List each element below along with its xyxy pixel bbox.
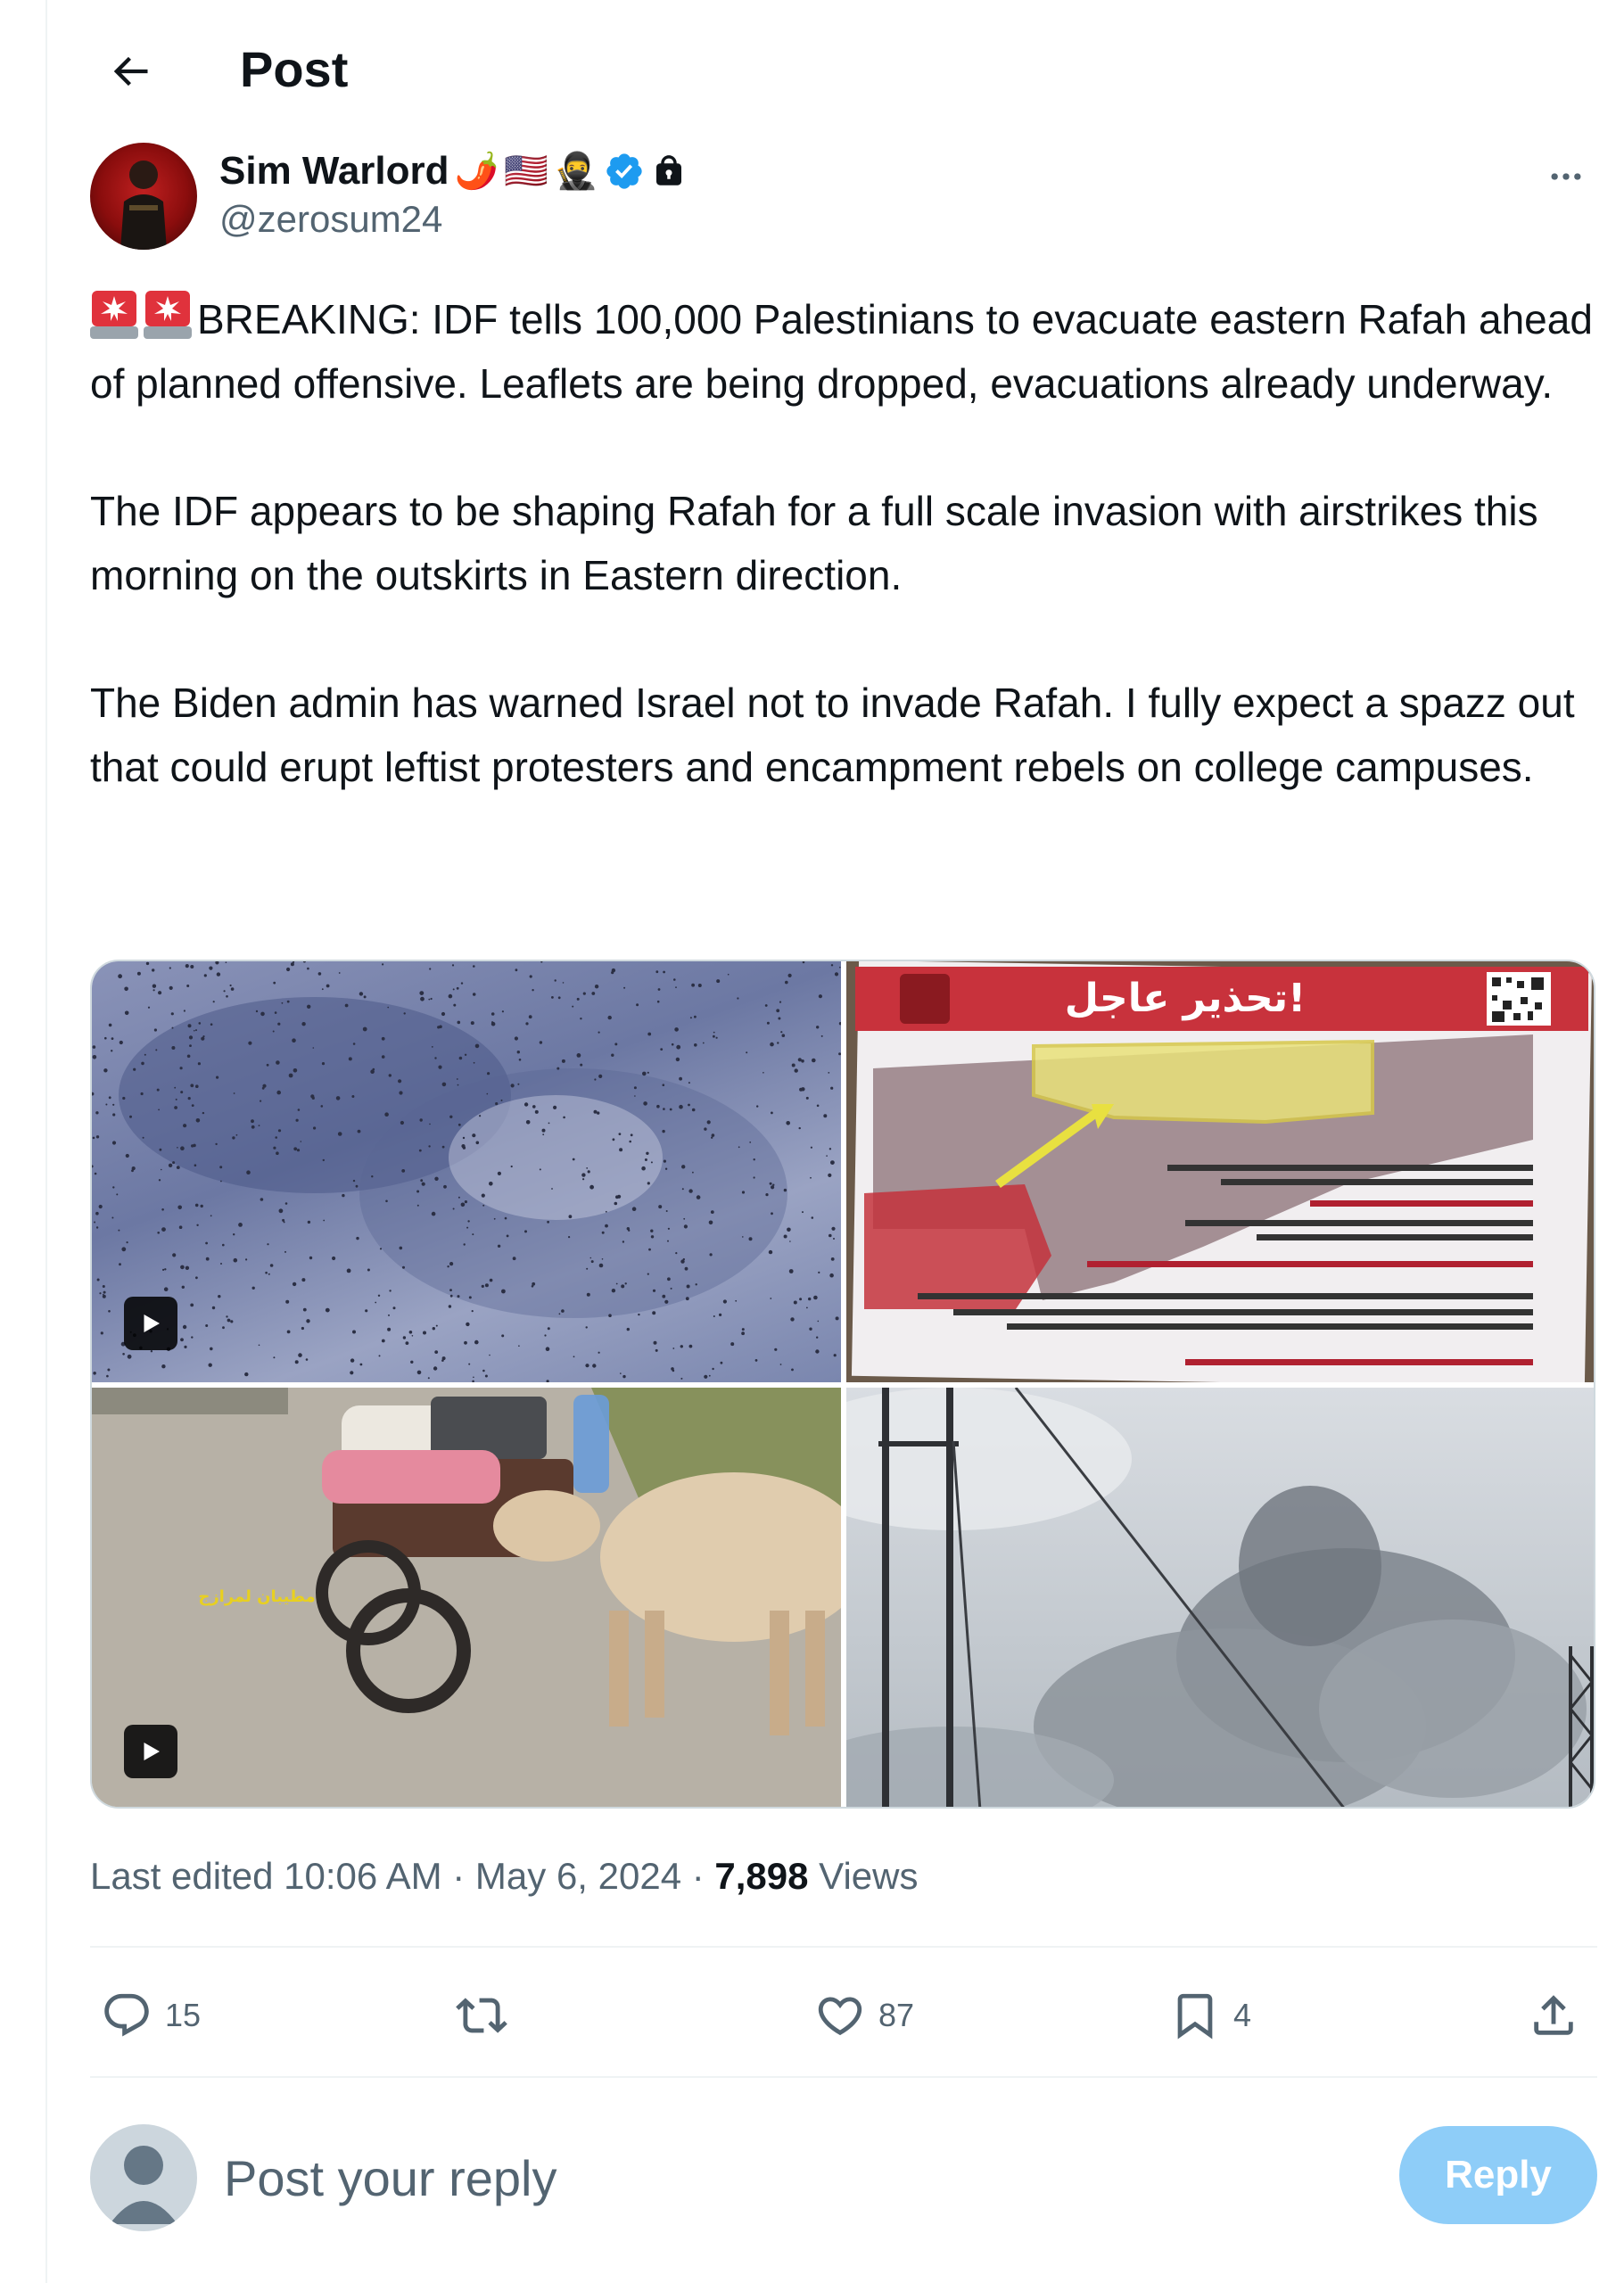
author-handle[interactable]: @zerosum24 <box>219 198 443 240</box>
media-grid <box>90 960 1595 1809</box>
play-icon <box>137 1738 164 1765</box>
arrow-left-icon <box>107 48 153 95</box>
more-dots-icon <box>1546 157 1586 196</box>
like-count: 87 <box>878 1997 915 2033</box>
edited-timestamp[interactable]: Last edited 10:06 AM · May 6, 2024 · <box>90 1855 715 1897</box>
reply-composer <box>90 2122 1597 2231</box>
display-name[interactable]: Sim Warlord <box>219 149 449 193</box>
action-bar <box>90 1953 1597 2078</box>
post-paragraph <box>90 287 1597 416</box>
media-image-leaflet[interactable] <box>846 961 1595 1382</box>
column-border <box>45 0 47 2283</box>
paragraph-1-text: BREAKING: IDF tells 100,000 Palestinians to evacuate eastern Rafah ahead of planned offensive. Leaflets are being dropped, evacuations already underway. <box>90 296 1593 407</box>
avatar-figure <box>90 143 197 250</box>
post-paragraph <box>90 479 1597 607</box>
bookmark-icon <box>1169 1990 1221 2041</box>
reply-button[interactable]: Reply <box>1399 2126 1597 2224</box>
evacuation-leaflet-image <box>846 961 1595 1382</box>
media-video-leaflets[interactable] <box>92 961 841 1382</box>
share-action[interactable] <box>1528 1953 1579 2078</box>
share-upload-icon <box>1528 1990 1579 2041</box>
leaflets-sky-image <box>92 961 841 1382</box>
post-paragraph <box>90 671 1597 799</box>
top-bar <box>45 0 1624 138</box>
reply-action[interactable] <box>101 1953 201 2078</box>
leaflet-heading: تحذير عاجل! <box>1064 976 1307 1021</box>
author-avatar[interactable] <box>90 143 197 250</box>
ninja-emoji: 🥷 <box>554 152 598 191</box>
post-text <box>90 287 1597 799</box>
repost-icon <box>456 1990 507 2041</box>
default-avatar-icon <box>90 2124 197 2231</box>
post-meta <box>90 1848 918 1905</box>
video-play-badge <box>124 1725 177 1778</box>
media-image-smoke[interactable] <box>846 1388 1595 1809</box>
sheep-cart-image <box>92 1388 841 1809</box>
paragraph-3-text: The Biden admin has warned Israel not to invade Rafah. I fully expect a spazz out that could erupt leftist protesters and encampment rebels on college campuses. <box>90 680 1575 790</box>
video-caption-overlay: مطيبان لمرازج <box>198 1587 316 1606</box>
views-count: 7,898 <box>714 1855 809 1897</box>
smoke-plume-image <box>846 1388 1595 1809</box>
rotating-light-emoji-icon <box>144 289 192 341</box>
back-button[interactable] <box>90 31 170 111</box>
name-line <box>219 143 688 200</box>
like-action[interactable] <box>814 1953 914 2078</box>
reply-bubble-icon <box>101 1990 153 2041</box>
user-avatar[interactable] <box>90 2124 197 2231</box>
views-label: Views <box>808 1855 919 1897</box>
repost-action[interactable] <box>456 1953 520 2078</box>
reply-count: 15 <box>165 1997 202 2033</box>
divider <box>90 1946 1597 1948</box>
chili-pepper-emoji: 🌶️ <box>454 152 499 191</box>
video-play-badge <box>124 1297 177 1350</box>
divider <box>90 2076 1597 2078</box>
reply-input[interactable] <box>224 2142 1383 2213</box>
us-flag-emoji: 🇺🇸 <box>504 152 549 191</box>
lock-icon <box>650 152 688 190</box>
post-author <box>90 143 1597 254</box>
media-video-sheep-cart[interactable] <box>92 1388 841 1809</box>
bookmark-action[interactable] <box>1169 1953 1251 2078</box>
heart-icon <box>814 1990 866 2041</box>
verified-badge-icon[interactable] <box>604 151 645 192</box>
bookmark-count: 4 <box>1233 1997 1252 2033</box>
page-title: Post <box>240 41 349 97</box>
rotating-light-emoji-icon <box>90 289 138 341</box>
more-options-button[interactable] <box>1535 150 1597 203</box>
paragraph-2-text: The IDF appears to be shaping Rafah for a full scale invasion with airstrikes this morning on the outskirts in Eastern direction. <box>90 488 1538 598</box>
play-icon <box>137 1310 164 1337</box>
